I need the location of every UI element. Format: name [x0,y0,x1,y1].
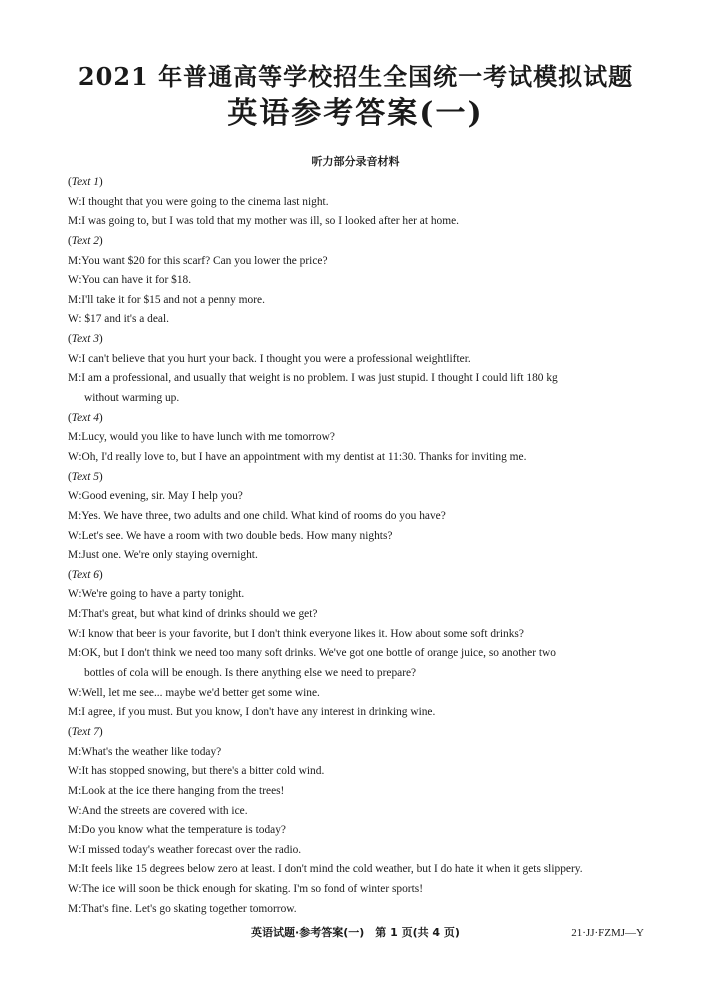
dialog-line: M:I agree, if you must. But you know, I don't have any interest in drinking wine. [68,706,436,719]
dialog-line: W:I can't believe that you hurt your back. I thought you were a professional weightlifter. [68,352,471,365]
transcript-body [68,173,648,919]
dialog-line: M:That's great, but what kind of drinks should we get? [68,608,318,621]
dialog-line-continuation: bottles of cola will be enough. Is there anything else we need to prepare? [84,667,417,680]
dialog-line: M:What's the weather like today? [68,745,222,758]
dialog-line-continuation: without warming up. [84,392,180,405]
text-label: (Text 6) [68,568,103,581]
dialog-line: M:You want $20 for this scarf? Can you lower the price? [68,254,328,267]
dialog-line: W:And the streets are covered with ice. [68,804,248,817]
dialog-line: M:OK, but I don't think we need too many soft drinks. We've got one bottle of orange juice, so another two [68,647,556,660]
dialog-line: M:Lucy, would you like to have lunch with me tomorrow? [68,431,335,444]
dialog-line: W:Oh, I'd really love to, but I have an appointment with my dentist at 11:30. Thanks for inviting me. [68,450,527,463]
dialog-line: W:Let's see. We have a room with two double beds. How many nights? [68,529,393,542]
dialog-line: M:Yes. We have three, two adults and one child. What kind of rooms do you have? [68,509,446,522]
dialog-line: W:You can have it for $18. [68,274,192,287]
dialog-line: W:We're going to have a party tonight. [68,588,245,601]
dialog-line: W:Well, let me see... maybe we'd better get some wine. [68,686,320,699]
dialog-line: M:Just one. We're only staying overnight. [68,549,258,562]
text-label: (Text 1) [68,176,103,188]
dialog-line: W:Good evening, sir. May I help you? [68,490,243,503]
dialog-line: M:That's fine. Let's go skating together tomorrow. [68,902,297,915]
text-label: (Text 2) [68,234,103,247]
text-label: (Text 3) [68,333,103,346]
dialog-line: W:I missed today's weather forecast over the radio. [68,843,302,856]
exam-title: 2021 年普通高等学校招生全国统一考试模拟试题 [77,62,634,91]
dialog-line: M:I'll take it for $15 and not a penny more. [68,293,265,306]
dialog-line: M:Do you know what the temperature is today? [68,824,286,837]
dialog-line: M:I was going to, but I was told that my mother was ill, so I looked after her at home. [68,215,460,228]
text-label: (Text 4) [68,411,103,424]
dialog-line: W: $17 and it's a deal. [68,313,169,326]
page-footer: 英语试题·参考答案(一) 第 1 页(共 4 页) [251,926,460,939]
dialog-line: W:I thought that you were going to the cinema last night. [68,195,329,208]
dialog-line: M:Look at the ice there hanging from the trees! [68,784,285,797]
text-label: (Text 5) [68,470,103,483]
dialog-line: W:I know that beer is your favorite, but I don't think everyone likes it. How about some soft drinks? [68,627,524,640]
dialog-line: W:It has stopped snowing, but there's a bitter cold wind. [68,765,325,778]
section-heading: 听力部分录音材料 [311,155,400,168]
dialog-line: M:It feels like 15 degrees below zero at least. I don't mind the cold weather, but I do hate it when it gets slippery. [68,863,583,876]
text-label: (Text 7) [68,725,103,738]
answer-key-title: 英语参考答案(一) [227,96,484,131]
dialog-line: W:The ice will soon be thick enough for skating. I'm so fond of winter sports! [68,883,423,896]
dialog-line: M:I am a professional, and usually that weight is no problem. I was just stupid. I thought I could lift 180 kg [68,372,558,385]
page-code: 21·JJ·FZMJ—Y [571,927,644,939]
